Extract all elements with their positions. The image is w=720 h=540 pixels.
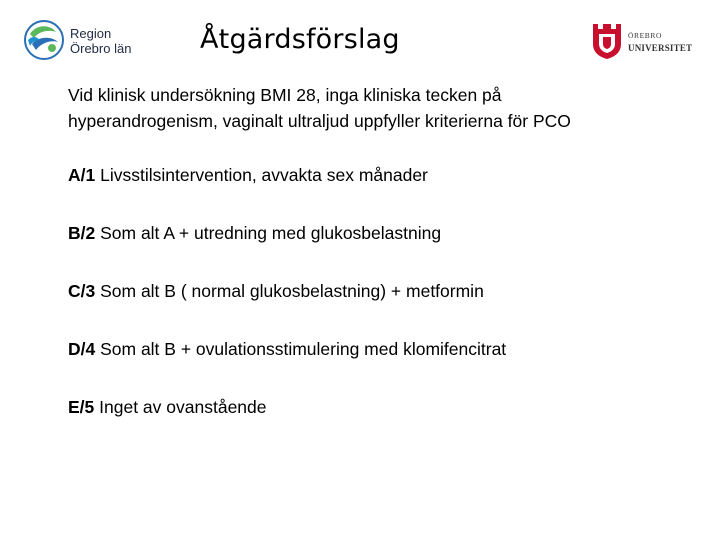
option-e-text: Inget av ovanstående [94,397,267,417]
option-d [68,338,506,360]
region-logo-line1: Region [70,26,112,41]
option-b [68,222,441,244]
option-b-text: Som alt A + utredning med glukosbelastning [95,223,442,243]
orebro-universitet-logo [590,20,700,64]
case-description-line2: hyperandrogenism, vaginalt ultraljud uppfyller kriterierna för PCO [68,111,571,131]
option-c-key: C/3 [68,281,96,301]
option-d-text: Som alt B + ovulationsstimulering med klomifencitrat [95,339,507,359]
university-logo-line1: ÖREBRO [628,31,663,40]
case-description-line1: Vid klinisk undersökning BMI 28, inga kliniska tecken på [68,85,502,105]
option-c [68,280,484,302]
university-logo-line2: UNIVERSITET [628,43,693,53]
region-logo-icon [22,18,66,62]
option-e [68,396,267,418]
page-title: Åtgärdsförslag [200,24,400,55]
university-crest-icon [590,20,624,60]
region-orebro-logo [22,18,162,64]
option-a-key: A/1 [68,165,96,185]
region-logo-line2: Örebro län [70,41,132,56]
option-b-key: B/2 [68,223,96,243]
option-a [68,164,428,186]
case-description [68,82,708,134]
option-d-key: D/4 [68,339,96,359]
option-a-text: Livsstilsintervention, avvakta sex månader [95,165,428,185]
option-e-key: E/5 [68,397,95,417]
option-c-text: Som alt B ( normal glukosbelastning) + metformin [95,281,484,301]
